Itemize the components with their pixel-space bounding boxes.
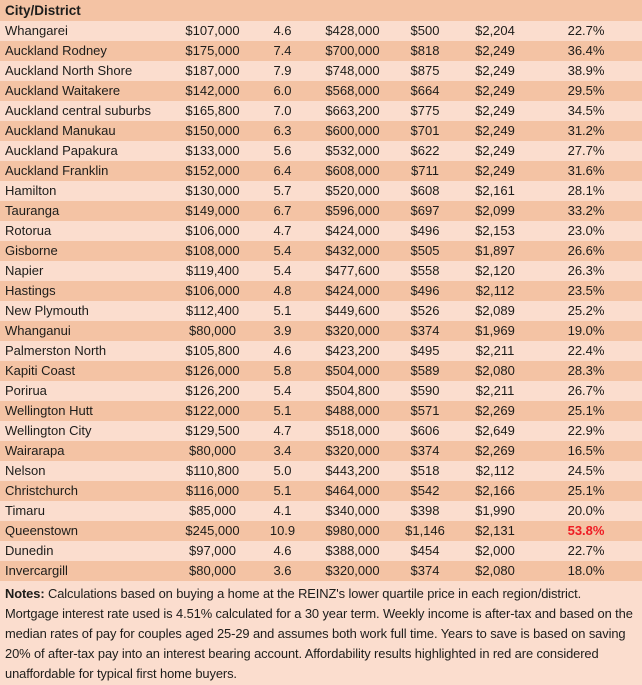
city-cell: Whanganui bbox=[5, 323, 71, 338]
deposit-cell: $80,000 bbox=[189, 443, 236, 458]
city-cell: Auckland Manukau bbox=[5, 123, 116, 138]
weekly-income-cell: $2,112 bbox=[475, 463, 515, 478]
table-header-label: City/District bbox=[0, 0, 642, 21]
weekly-income-cell: $2,089 bbox=[475, 303, 515, 318]
weekly-income-cell: $2,080 bbox=[475, 363, 515, 378]
deposit-cell: $133,000 bbox=[185, 143, 240, 158]
house-price-cell: $443,200 bbox=[325, 463, 380, 478]
table-row bbox=[0, 501, 642, 521]
affordability-cell: 38.9% bbox=[567, 63, 605, 78]
weekly-payment-cell: $589 bbox=[410, 363, 440, 378]
house-price-cell: $432,000 bbox=[325, 243, 380, 258]
weekly-income-cell: $2,153 bbox=[475, 223, 515, 238]
affordability-cell: 28.3% bbox=[567, 363, 605, 378]
years-to-save-cell: 3.9 bbox=[273, 323, 292, 338]
table-row bbox=[0, 521, 642, 541]
weekly-payment-cell: $571 bbox=[410, 403, 440, 418]
deposit-cell: $175,000 bbox=[185, 43, 240, 58]
weekly-income-cell: $2,161 bbox=[475, 183, 515, 198]
table-row bbox=[0, 381, 642, 401]
years-to-save-cell: 7.9 bbox=[273, 63, 292, 78]
years-to-save-cell: 6.0 bbox=[273, 83, 292, 98]
notes-label: Notes: bbox=[5, 586, 45, 601]
weekly-payment-cell: $454 bbox=[410, 543, 440, 558]
city-cell: Tauranga bbox=[5, 203, 60, 218]
table-row bbox=[0, 81, 642, 101]
years-to-save-cell: 5.7 bbox=[273, 183, 292, 198]
deposit-cell: $85,000 bbox=[189, 503, 236, 518]
years-to-save-cell: 5.0 bbox=[273, 463, 292, 478]
years-to-save-cell: 5.4 bbox=[273, 243, 292, 258]
weekly-income-cell: $2,131 bbox=[475, 523, 515, 538]
years-to-save-cell: 5.6 bbox=[273, 143, 292, 158]
weekly-payment-cell: $374 bbox=[410, 323, 440, 338]
years-to-save-cell: 6.4 bbox=[273, 163, 292, 178]
table-row bbox=[0, 141, 642, 161]
house-price-cell: $424,000 bbox=[325, 223, 380, 238]
deposit-cell: $106,000 bbox=[185, 223, 240, 238]
affordability-cell: 27.7% bbox=[567, 143, 605, 158]
notes bbox=[0, 581, 642, 684]
affordability-cell: 34.5% bbox=[567, 103, 605, 118]
table-row bbox=[0, 181, 642, 201]
weekly-payment-cell: $374 bbox=[410, 563, 440, 578]
weekly-payment-cell: $505 bbox=[410, 243, 440, 258]
city-cell: Dunedin bbox=[5, 543, 54, 558]
table-row bbox=[0, 401, 642, 421]
house-price-cell: $428,000 bbox=[325, 23, 380, 38]
table-header-row bbox=[0, 0, 642, 21]
house-price-cell: $477,600 bbox=[325, 263, 380, 278]
table-row bbox=[0, 561, 642, 581]
house-price-cell: $663,200 bbox=[325, 103, 380, 118]
weekly-income-cell: $1,990 bbox=[475, 503, 515, 518]
weekly-payment-cell: $701 bbox=[410, 123, 440, 138]
affordability-cell: 26.7% bbox=[567, 383, 605, 398]
years-to-save-cell: 5.1 bbox=[273, 483, 292, 498]
years-to-save-cell: 4.1 bbox=[273, 503, 292, 518]
affordability-cell: 31.2% bbox=[567, 123, 605, 138]
table-row bbox=[0, 321, 642, 341]
weekly-income-cell: $2,112 bbox=[475, 283, 515, 298]
weekly-payment-cell: $711 bbox=[411, 163, 439, 178]
table-row bbox=[0, 301, 642, 321]
affordability-cell: 31.6% bbox=[567, 163, 605, 178]
city-cell: New Plymouth bbox=[5, 303, 89, 318]
table-row bbox=[0, 481, 642, 501]
weekly-income-cell: $2,249 bbox=[475, 83, 515, 98]
table-row bbox=[0, 201, 642, 221]
house-price-cell: $596,000 bbox=[325, 203, 380, 218]
table-row bbox=[0, 41, 642, 61]
deposit-cell: $149,000 bbox=[185, 203, 240, 218]
weekly-income-cell: $2,269 bbox=[475, 443, 515, 458]
years-to-save-cell: 4.8 bbox=[273, 283, 292, 298]
deposit-cell: $152,000 bbox=[185, 163, 240, 178]
weekly-payment-cell: $374 bbox=[410, 443, 440, 458]
affordability-cell: 28.1% bbox=[567, 183, 605, 198]
deposit-cell: $107,000 bbox=[185, 23, 240, 38]
years-to-save-cell: 4.7 bbox=[273, 423, 292, 438]
weekly-payment-cell: $697 bbox=[410, 203, 440, 218]
deposit-cell: $150,000 bbox=[185, 123, 240, 138]
years-to-save-cell: 5.8 bbox=[273, 363, 292, 378]
city-cell: Wellington Hutt bbox=[5, 403, 93, 418]
table-row bbox=[0, 361, 642, 381]
years-to-save-cell: 7.4 bbox=[273, 43, 292, 58]
house-price-cell: $504,800 bbox=[325, 383, 380, 398]
years-to-save-cell: 4.6 bbox=[273, 543, 292, 558]
affordability-cell: 22.9% bbox=[567, 423, 605, 438]
house-price-cell: $449,600 bbox=[325, 303, 380, 318]
table-row bbox=[0, 61, 642, 81]
years-to-save-cell: 7.0 bbox=[273, 103, 292, 118]
city-cell: Whangarei bbox=[5, 23, 68, 38]
years-to-save-cell: 4.7 bbox=[273, 223, 292, 238]
weekly-income-cell: $2,249 bbox=[475, 63, 515, 78]
affordability-cell: 23.5% bbox=[567, 283, 605, 298]
deposit-cell: $122,000 bbox=[185, 403, 240, 418]
weekly-payment-cell: $398 bbox=[410, 503, 440, 518]
city-cell: Napier bbox=[5, 263, 44, 278]
city-cell: Nelson bbox=[5, 463, 46, 478]
city-cell: Wairarapa bbox=[5, 443, 65, 458]
deposit-cell: $165,800 bbox=[185, 103, 240, 118]
house-price-cell: $320,000 bbox=[325, 443, 380, 458]
weekly-payment-cell: $590 bbox=[410, 383, 440, 398]
house-price-cell: $600,000 bbox=[325, 123, 380, 138]
weekly-income-cell: $2,249 bbox=[475, 43, 515, 58]
house-price-cell: $320,000 bbox=[325, 323, 380, 338]
city-cell: Hastings bbox=[5, 283, 56, 298]
weekly-payment-cell: $622 bbox=[410, 143, 440, 158]
weekly-income-cell: $1,969 bbox=[475, 323, 515, 338]
years-to-save-cell: 5.4 bbox=[273, 263, 292, 278]
weekly-payment-cell: $526 bbox=[410, 303, 440, 318]
deposit-cell: $106,000 bbox=[185, 283, 240, 298]
table-row bbox=[0, 541, 642, 561]
affordability-cell: 36.4% bbox=[567, 43, 605, 58]
affordability-cell: 20.0% bbox=[567, 503, 605, 518]
city-cell: Auckland North Shore bbox=[5, 63, 133, 78]
city-cell: Auckland Franklin bbox=[5, 163, 109, 178]
deposit-cell: $142,000 bbox=[185, 83, 240, 98]
affordability-cell: 24.5% bbox=[567, 463, 605, 478]
years-to-save-cell: 4.6 bbox=[273, 23, 292, 38]
table-row bbox=[0, 421, 642, 441]
notes-text: Calculations based on buying a home at the REINZ's lower quartile price in each region/district. Mortgage interest rate used is 4.51% calculated for a 30 year term. Weekly income is after-tax and based on the median rates of pay for couples aged 25-29 and assumes both work full time. Years to save is based on saving 20% of after-tax pay into an interest bearing account. Affordability results highlighted in red are considered unaffordable for typical first home buyers. bbox=[5, 586, 633, 681]
house-price-cell: $608,000 bbox=[325, 163, 380, 178]
weekly-payment-cell: $542 bbox=[410, 483, 440, 498]
years-to-save-cell: 3.6 bbox=[273, 563, 292, 578]
house-price-cell: $568,000 bbox=[325, 83, 380, 98]
city-cell: Kapiti Coast bbox=[5, 363, 76, 378]
weekly-payment-cell: $518 bbox=[410, 463, 440, 478]
weekly-payment-cell: $558 bbox=[410, 263, 440, 278]
affordability-cell: 19.0% bbox=[567, 323, 605, 338]
house-price-cell: $464,000 bbox=[325, 483, 380, 498]
city-cell: Timaru bbox=[5, 503, 45, 518]
city-cell: Rotorua bbox=[5, 223, 52, 238]
deposit-cell: $126,000 bbox=[185, 363, 240, 378]
house-price-cell: $424,000 bbox=[325, 283, 380, 298]
house-price-cell: $320,000 bbox=[325, 563, 380, 578]
weekly-income-cell: $2,249 bbox=[475, 163, 515, 178]
deposit-cell: $110,800 bbox=[185, 463, 240, 478]
table-row bbox=[0, 261, 642, 281]
city-cell: Auckland Papakura bbox=[5, 143, 118, 158]
house-price-cell: $504,000 bbox=[325, 363, 380, 378]
house-price-cell: $488,000 bbox=[325, 403, 380, 418]
affordability-cell: 25.2% bbox=[567, 303, 605, 318]
house-price-cell: $532,000 bbox=[325, 143, 380, 158]
weekly-income-cell: $2,249 bbox=[475, 123, 515, 138]
weekly-payment-cell: $496 bbox=[410, 223, 440, 238]
weekly-payment-cell: $1,146 bbox=[405, 523, 445, 538]
deposit-cell: $245,000 bbox=[185, 523, 240, 538]
weekly-income-cell: $2,204 bbox=[475, 23, 515, 38]
years-to-save-cell: 4.6 bbox=[273, 343, 292, 358]
weekly-payment-cell: $664 bbox=[410, 83, 440, 98]
weekly-payment-cell: $606 bbox=[410, 423, 440, 438]
weekly-income-cell: $2,099 bbox=[475, 203, 515, 218]
house-price-cell: $748,000 bbox=[325, 63, 380, 78]
affordability-cell: 33.2% bbox=[567, 203, 605, 218]
city-cell: Christchurch bbox=[5, 483, 78, 498]
deposit-cell: $126,200 bbox=[185, 383, 240, 398]
weekly-income-cell: $2,249 bbox=[475, 103, 515, 118]
affordability-cell: 22.4% bbox=[567, 343, 605, 358]
affordability-cell: 25.1% bbox=[567, 403, 605, 418]
table-row bbox=[0, 21, 642, 41]
deposit-cell: $129,500 bbox=[185, 423, 240, 438]
table-row bbox=[0, 161, 642, 181]
weekly-payment-cell: $608 bbox=[410, 183, 440, 198]
weekly-payment-cell: $875 bbox=[410, 63, 440, 78]
years-to-save-cell: 5.1 bbox=[273, 403, 292, 418]
deposit-cell: $116,000 bbox=[185, 483, 240, 498]
weekly-income-cell: $1,897 bbox=[475, 243, 515, 258]
weekly-payment-cell: $818 bbox=[410, 43, 440, 58]
city-cell: Auckland central suburbs bbox=[5, 103, 151, 118]
deposit-cell: $80,000 bbox=[189, 323, 236, 338]
weekly-income-cell: $2,211 bbox=[475, 383, 515, 398]
weekly-payment-cell: $500 bbox=[410, 23, 440, 38]
table-row bbox=[0, 101, 642, 121]
affordability-cell: 16.5% bbox=[567, 443, 605, 458]
weekly-payment-cell: $775 bbox=[410, 103, 440, 118]
weekly-income-cell: $2,120 bbox=[475, 263, 515, 278]
table-row bbox=[0, 341, 642, 361]
weekly-income-cell: $2,000 bbox=[475, 543, 515, 558]
city-cell: Queenstown bbox=[5, 523, 78, 538]
city-cell: Gisborne bbox=[5, 243, 58, 258]
table-row bbox=[0, 121, 642, 141]
house-price-cell: $518,000 bbox=[325, 423, 380, 438]
deposit-cell: $108,000 bbox=[185, 243, 240, 258]
city-cell: Auckland Rodney bbox=[5, 43, 107, 58]
affordability-cell: 29.5% bbox=[567, 83, 605, 98]
table-row bbox=[0, 221, 642, 241]
weekly-income-cell: $2,211 bbox=[475, 343, 515, 358]
city-cell: Palmerston North bbox=[5, 343, 107, 358]
affordability-cell: 53.8% bbox=[567, 523, 605, 538]
affordability-cell: 26.3% bbox=[567, 263, 605, 278]
affordability-cell: 25.1% bbox=[567, 483, 605, 498]
weekly-income-cell: $2,080 bbox=[475, 563, 515, 578]
deposit-cell: $97,000 bbox=[189, 543, 236, 558]
house-price-cell: $388,000 bbox=[325, 543, 380, 558]
affordability-cell: 22.7% bbox=[567, 543, 605, 558]
affordability-cell: 22.7% bbox=[567, 23, 605, 38]
deposit-cell: $112,400 bbox=[185, 303, 240, 318]
years-to-save-cell: 5.1 bbox=[273, 303, 292, 318]
table-row bbox=[0, 241, 642, 261]
city-cell: Wellington City bbox=[5, 423, 92, 438]
deposit-cell: $187,000 bbox=[185, 63, 240, 78]
city-cell: Porirua bbox=[5, 383, 47, 398]
weekly-income-cell: $2,166 bbox=[475, 483, 515, 498]
table-row bbox=[0, 461, 642, 481]
house-price-cell: $700,000 bbox=[325, 43, 380, 58]
deposit-cell: $130,000 bbox=[185, 183, 240, 198]
affordability-cell: 18.0% bbox=[567, 563, 605, 578]
affordability-cell: 26.6% bbox=[567, 243, 605, 258]
weekly-income-cell: $2,249 bbox=[475, 143, 515, 158]
years-to-save-cell: 6.3 bbox=[273, 123, 292, 138]
table-row bbox=[0, 441, 642, 461]
house-price-cell: $980,000 bbox=[325, 523, 380, 538]
weekly-payment-cell: $495 bbox=[410, 343, 440, 358]
table-row bbox=[0, 281, 642, 301]
deposit-cell: $80,000 bbox=[189, 563, 236, 578]
deposit-cell: $105,800 bbox=[185, 343, 240, 358]
house-price-cell: $423,200 bbox=[325, 343, 380, 358]
years-to-save-cell: 5.4 bbox=[273, 383, 292, 398]
years-to-save-cell: 10.9 bbox=[269, 523, 296, 538]
years-to-save-cell: 6.7 bbox=[273, 203, 292, 218]
affordability-cell: 23.0% bbox=[567, 223, 605, 238]
years-to-save-cell: 3.4 bbox=[273, 443, 292, 458]
city-cell: Invercargill bbox=[5, 563, 68, 578]
weekly-income-cell: $2,269 bbox=[475, 403, 515, 418]
house-price-cell: $520,000 bbox=[325, 183, 380, 198]
weekly-income-cell: $2,649 bbox=[475, 423, 515, 438]
house-price-cell: $340,000 bbox=[325, 503, 380, 518]
deposit-cell: $119,400 bbox=[185, 263, 240, 278]
weekly-payment-cell: $496 bbox=[410, 283, 440, 298]
city-cell: Hamilton bbox=[5, 183, 57, 198]
city-cell: Auckland Waitakere bbox=[5, 83, 121, 98]
